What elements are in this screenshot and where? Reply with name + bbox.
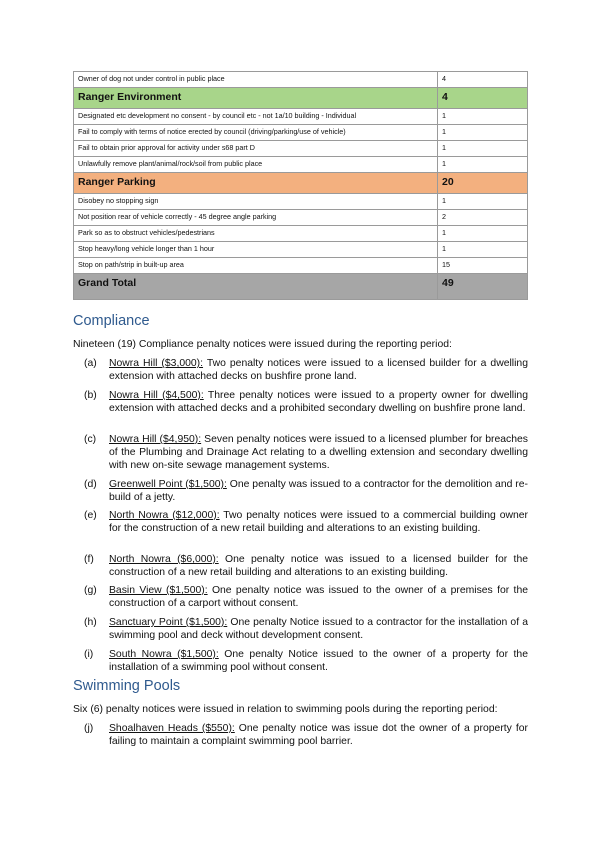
item-text — [109, 616, 528, 642]
item-label: (f) — [84, 554, 94, 565]
list-item — [84, 357, 528, 383]
item-text — [109, 389, 528, 415]
item-description: One penalty Notice issued to the owner of a property for the installation of a swimming pool without consent. — [109, 649, 528, 673]
item-text — [109, 357, 528, 383]
item-location: Nowra Hill ($4,500): — [109, 390, 204, 401]
offence-description: Fail to comply with terms of notice erected by council (driving/parking/use of vehicle) — [74, 125, 438, 141]
offence-count: 1 — [438, 125, 528, 141]
swimming-pools-heading: Swimming Pools — [73, 678, 181, 694]
penalty-notice-table — [73, 71, 528, 300]
offence-count: 1 — [438, 157, 528, 173]
offence-count: 1 — [438, 242, 528, 258]
offence-count: 1 — [438, 194, 528, 210]
list-item — [84, 553, 528, 579]
offence-description: Park so as to obstruct vehicles/pedestrians — [74, 226, 438, 242]
item-description: One penalty notice was issue dot the owner of a property for failing to maintain a complaint swimming pool barrier. — [109, 723, 528, 747]
category-row — [74, 173, 528, 194]
offence-description: Disobey no stopping sign — [74, 194, 438, 210]
list-item — [84, 433, 528, 472]
grand-total-row — [74, 274, 528, 300]
item-location: Shoalhaven Heads ($550): — [109, 723, 235, 734]
offence-count: 4 — [438, 88, 528, 109]
offence-description: Grand Total — [74, 274, 438, 300]
item-location: North Nowra ($6,000): — [109, 554, 219, 565]
item-text — [109, 584, 528, 610]
offence-description: Not position rear of vehicle correctly - 45 degree angle parking — [74, 210, 438, 226]
item-label: (b) — [84, 390, 97, 401]
swimming-pools-intro: Six (6) penalty notices were issued in relation to swimming pools during the reporting period: — [73, 704, 498, 715]
item-label: (a) — [84, 358, 97, 369]
list-item — [84, 389, 528, 415]
item-description: One penalty notice was issued to the owner of a premises for the construction of a carport without consent. — [109, 585, 529, 609]
table-row — [74, 258, 528, 274]
item-description: One penalty Notice issued to a contractor for the installation of a swimming pool and deck without development consent. — [109, 617, 528, 641]
table-row — [74, 226, 528, 242]
item-text — [109, 478, 528, 504]
offence-description: Ranger Parking — [74, 173, 438, 194]
offence-description: Fail to obtain prior approval for activity under s68 part D — [74, 141, 438, 157]
item-description: Two penalty notices were issued to a licensed builder for a dwelling extension with attached decks on bushfire prone land. — [109, 358, 528, 382]
offence-count: 4 — [438, 72, 528, 88]
item-description: Two penalty notices were issued to a commercial building owner for the construction of a new retail building and alterations to an existing building. — [109, 510, 528, 534]
item-location: Basin View ($1,500): — [109, 585, 208, 596]
offence-description: Owner of dog not under control in public place — [74, 72, 438, 88]
item-text — [109, 648, 528, 674]
item-label: (j) — [84, 723, 94, 734]
item-text — [109, 509, 528, 535]
list-item — [84, 509, 528, 535]
item-location: Greenwell Point ($1,500): — [109, 479, 227, 490]
table-row — [74, 125, 528, 141]
compliance-intro: Nineteen (19) Compliance penalty notices were issued during the reporting period: — [73, 339, 452, 350]
item-location: Nowra Hill ($3,000): — [109, 358, 204, 369]
offence-description: Ranger Environment — [74, 88, 438, 109]
table-row — [74, 109, 528, 125]
offence-description: Stop on path/strip in built-up area — [74, 258, 438, 274]
item-description: Seven penalty notices were issued to a licensed plumber for breaches of the Plumbing and Drainage Act relating to a dwelling extension and secondary dwelling with new on-site sewage management systems. — [109, 434, 528, 471]
item-location: Nowra Hill ($4,950): — [109, 434, 202, 445]
item-label: (d) — [84, 479, 97, 490]
item-location: North Nowra ($12,000): — [109, 510, 220, 521]
offence-count: 1 — [438, 109, 528, 125]
list-item — [84, 616, 528, 642]
compliance-heading: Compliance — [73, 313, 150, 329]
item-description: One penalty notice was issued to a licensed builder for the construction of a new retail building and alterations to an existing building. — [109, 554, 528, 578]
table-row — [74, 72, 528, 88]
offence-count: 49 — [438, 274, 528, 300]
category-row — [74, 88, 528, 109]
table-row — [74, 157, 528, 173]
list-item — [84, 584, 528, 610]
table-row — [74, 141, 528, 157]
item-text — [109, 553, 528, 579]
table-row — [74, 194, 528, 210]
item-label: (g) — [84, 585, 97, 596]
item-text — [109, 433, 528, 472]
table-row — [74, 210, 528, 226]
item-location: Sanctuary Point ($1,500): — [109, 617, 228, 628]
list-item — [84, 478, 528, 504]
offence-description: Stop heavy/long vehicle longer than 1 hour — [74, 242, 438, 258]
offence-description: Unlawfully remove plant/animal/rock/soil from public place — [74, 157, 438, 173]
table-row — [74, 242, 528, 258]
offence-count: 15 — [438, 258, 528, 274]
offence-count: 1 — [438, 141, 528, 157]
offence-description: Designated etc development no consent - by council etc - not 1a/10 building - Individual — [74, 109, 438, 125]
item-description: Three penalty notices were issued to a property owner for dwelling extension with attached decks and a prohibited secondary dwelling on bushfire prone land. — [109, 390, 528, 414]
item-description: One penalty was issued to a contractor for the demolition and re-build of a jetty. — [109, 479, 528, 503]
item-text — [109, 722, 528, 748]
item-label: (i) — [84, 649, 94, 660]
item-location: South Nowra ($1,500): — [109, 649, 219, 660]
list-item — [84, 648, 528, 674]
offence-count: 1 — [438, 226, 528, 242]
list-item — [84, 722, 528, 748]
offence-count: 2 — [438, 210, 528, 226]
item-label: (c) — [84, 434, 97, 445]
item-label: (h) — [84, 617, 97, 628]
offence-count: 20 — [438, 173, 528, 194]
item-label: (e) — [84, 510, 97, 521]
